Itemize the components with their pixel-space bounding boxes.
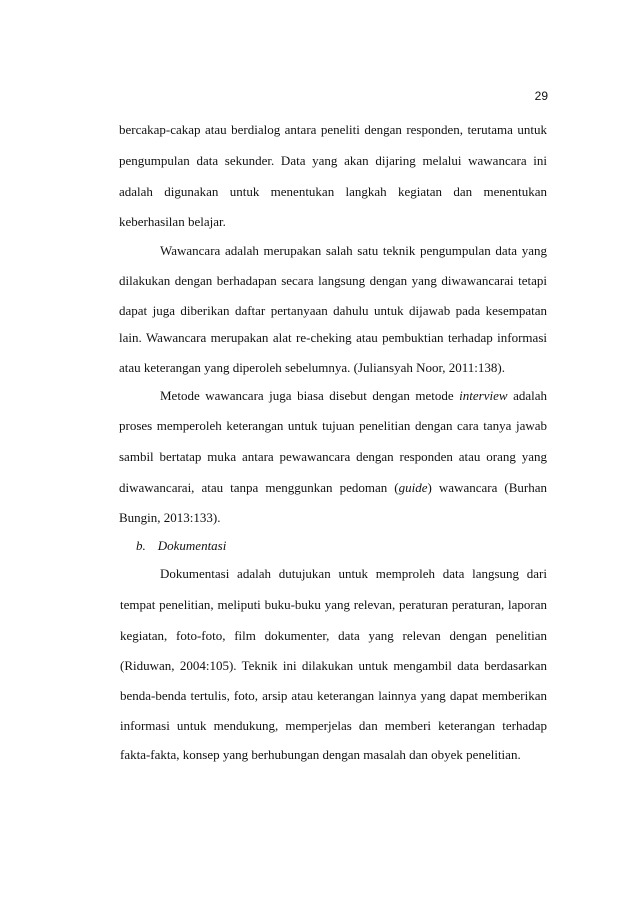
section-heading-dokumentasi [136,537,226,555]
paragraph-4-line-1: Dokumentasi adalah dutujukan untuk memproleh data langsung dari [160,566,547,581]
paragraph-2-line-3: dapat juga diberikan daftar pertanyaan dahulu untuk dijawab pada kesempatan [119,303,547,318]
paragraph-3-line-2: proses memperoleh keterangan untuk tujuan penelitian dengan cara tanya jawab [119,418,547,433]
paragraph-3-line-4: diwawancarai, atau tanpa menggunkan pedoman (guide) wawancara (Burhan [119,480,547,495]
heading-title: Dokumentasi [157,538,227,553]
heading-marker: b. [136,538,146,553]
paragraph-1-line-2: pengumpulan data sekunder. Data yang akan dijaring melalui wawancara ini [119,153,547,168]
paragraph-4-line-3: kegiatan, foto-foto, film dokumenter, data yang relevan dengan penelitian [120,628,547,643]
paragraph-4-line-5: benda-benda tertulis, foto, arsip atau keterangan lainnya yang dapat memberikan [120,688,547,703]
paragraph-4-line-2: tempat penelitian, meliputi buku-buku yang relevan, peraturan peraturan, laporan [120,597,547,612]
paragraph-4-line-6: informasi untuk mendukung, memperjelas dan memberi keterangan terhadap [120,718,547,733]
paragraph-3-line-5: Bungin, 2013:133). [119,510,221,525]
paragraph-2-line-2: dilakukan dengan berhadapan secara langsung dengan yang diwawancarai tetapi [119,273,547,288]
paragraph-3-line-3: sambil bertatap muka antara pewawancara dengan responden atau orang yang [119,449,547,464]
paragraph-2-line-1: Wawancara adalah merupakan salah satu teknik pengumpulan data yang [160,243,547,258]
paragraph-2-line-5: atau keterangan yang diperoleh sebelumnya. (Juliansyah Noor, 2011:138). [119,360,505,375]
paragraph-3-line-1: Metode wawancara juga biasa disebut dengan metode interview adalah [160,388,547,403]
paragraph-1-line-3: adalah digunakan untuk menentukan langkah kegiatan dan menentukan [119,184,547,199]
page-number: 29 [534,89,548,103]
paragraph-2-line-4: lain. Wawancara merupakan alat re-cheking atau pembuktian terhadap informasi [119,330,547,345]
paragraph-1-line-4: keberhasilan belajar. [119,214,226,229]
term-interview: interview [459,388,508,403]
term-guide: guide [398,480,428,495]
paragraph-4-line-4: (Riduwan, 2004:105). Teknik ini dilakukan untuk mengambil data berdasarkan [120,658,547,673]
paragraph-4-line-7: fakta-fakta, konsep yang berhubungan dengan masalah dan obyek penelitian. [120,747,521,762]
paragraph-1-line-1: bercakap-cakap atau berdialog antara peneliti dengan responden, terutama untuk [119,122,547,137]
